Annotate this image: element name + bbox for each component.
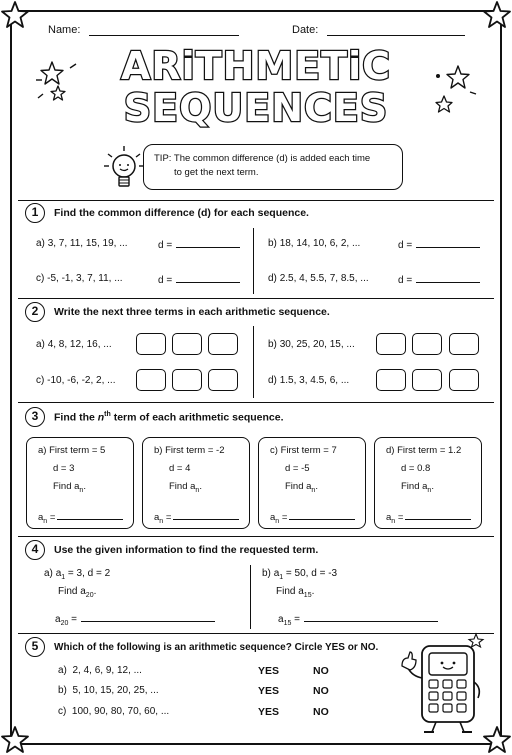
s3-card-b: b) First term = -2 d = 4 Find $a_n$. $a_n$ = [142,437,250,529]
section-2-heading: Write the next three terms in each arithmetic sequence. [54,306,330,318]
answer-line[interactable] [289,519,355,520]
section-divider [18,402,494,403]
yes-option[interactable]: YES [258,665,280,677]
worksheet-title-line2: SEQUENCES [123,86,389,130]
s1-item-c: c) -5, -1, 3, 7, 11, ... [36,273,123,284]
s2-item-b: b) 30, 25, 20, 15, ... [268,339,355,350]
calculator-mascot-icon [398,632,488,736]
section-1-heading: Find the common difference (d) for each sequence. [54,207,309,219]
s4-a-find: Find $a_{20}$. [58,586,97,599]
answer-box[interactable] [412,369,442,391]
section-4-number: 4 [25,540,45,560]
s1-answer-b[interactable]: d = [398,238,480,251]
answer-line[interactable] [173,519,239,520]
answer-box[interactable] [449,369,479,391]
column-divider [253,326,254,398]
answer-box[interactable] [172,369,202,391]
answer-box[interactable] [376,369,406,391]
star-icon [0,725,30,755]
section-4-heading: Use the given information to find the requested term. [54,544,319,556]
s4-b-answer[interactable]: $a_{15}$ = [278,612,438,627]
name-line[interactable] [89,35,239,36]
tip-box [143,144,403,190]
s4-b-given: b) $a_1 = 50$, d = -3 [262,568,338,581]
date-label: Date: [292,24,319,36]
s1-answer-a[interactable]: d = [158,238,240,251]
s1-item-a: a) 3, 7, 11, 15, 19, ... [36,238,128,249]
name-field[interactable] [48,24,239,36]
yes-option[interactable]: YES [258,706,280,718]
s5-item-c: c) 100, 90, 80, 70, 60, ... [58,706,170,717]
tip-line2: to get the next term. [174,167,259,178]
s4-a-given: a) $a_1 = 3$, d = 2 [44,568,111,581]
s3-card-a: a) First term = 5 d = 3 Find $a_n$. $a_n$ = [26,437,134,529]
s2-item-d: d) 1.5, 3, 4.5, 6, ... [268,375,350,386]
column-divider [250,565,251,629]
no-option[interactable]: NO [313,665,329,677]
star-icon [0,0,30,30]
section-3-number: 3 [25,407,45,427]
column-divider [253,228,254,294]
answer-box[interactable] [208,369,238,391]
star-icon [482,0,512,30]
name-label: Name: [48,24,81,36]
s1-answer-c[interactable]: d = [158,273,240,286]
no-option[interactable]: NO [313,685,329,697]
section-5-heading: Which of the following is an arithmetic sequence? Circle YES or NO. [54,642,379,653]
lightbulb-icon [100,140,144,196]
s3-card-d: d) First term = 1.2 d = 0.8 Find $a_n$. $a_n$ = [374,437,482,529]
answer-box[interactable] [449,333,479,355]
answer-box[interactable] [376,333,406,355]
section-divider [18,536,494,537]
answer-box[interactable] [172,333,202,355]
answer-box[interactable] [208,333,238,355]
section-1-number: 1 [25,203,45,223]
no-option[interactable]: NO [313,706,329,718]
yes-option[interactable]: YES [258,685,280,697]
date-line[interactable] [327,35,465,36]
worksheet-title-line1: ARiTHMETiC [120,44,392,88]
s3-card-c: c) First term = 7 d = -5 Find $a_n$. $a_n$ = [258,437,366,529]
date-field[interactable] [292,24,465,36]
section-divider [18,200,494,201]
answer-line[interactable] [405,519,471,520]
s2-item-a: a) 4, 8, 12, 16, ... [36,339,112,350]
section-2-number: 2 [25,302,45,322]
answer-box[interactable] [412,333,442,355]
answer-line[interactable] [57,519,123,520]
s4-a-answer[interactable]: $a_{20}$ = [55,612,215,627]
s5-item-a: a) 2, 4, 6, 9, 12, ... [58,665,142,676]
s1-item-d: d) 2.5, 4, 5.5, 7, 8.5, ... [268,273,369,284]
s5-item-b: b) 5, 10, 15, 20, 25, ... [58,685,159,696]
answer-box[interactable] [136,333,166,355]
s4-b-find: Find $a_{15}$. [276,586,315,599]
tip-line1: TIP: The common difference (d) is added each time [154,153,371,164]
s1-item-b: b) 18, 14, 10, 6, 2, ... [268,238,361,249]
answer-box[interactable] [136,369,166,391]
section-5-number: 5 [25,637,45,657]
s1-answer-d[interactable]: d = [398,273,480,286]
section-3-heading: Find the $n^{th}$ term of each arithmetic sequence. [54,411,284,424]
s2-item-c: c) -10, -6, -2, 2, ... [36,375,116,386]
section-divider [18,298,494,299]
